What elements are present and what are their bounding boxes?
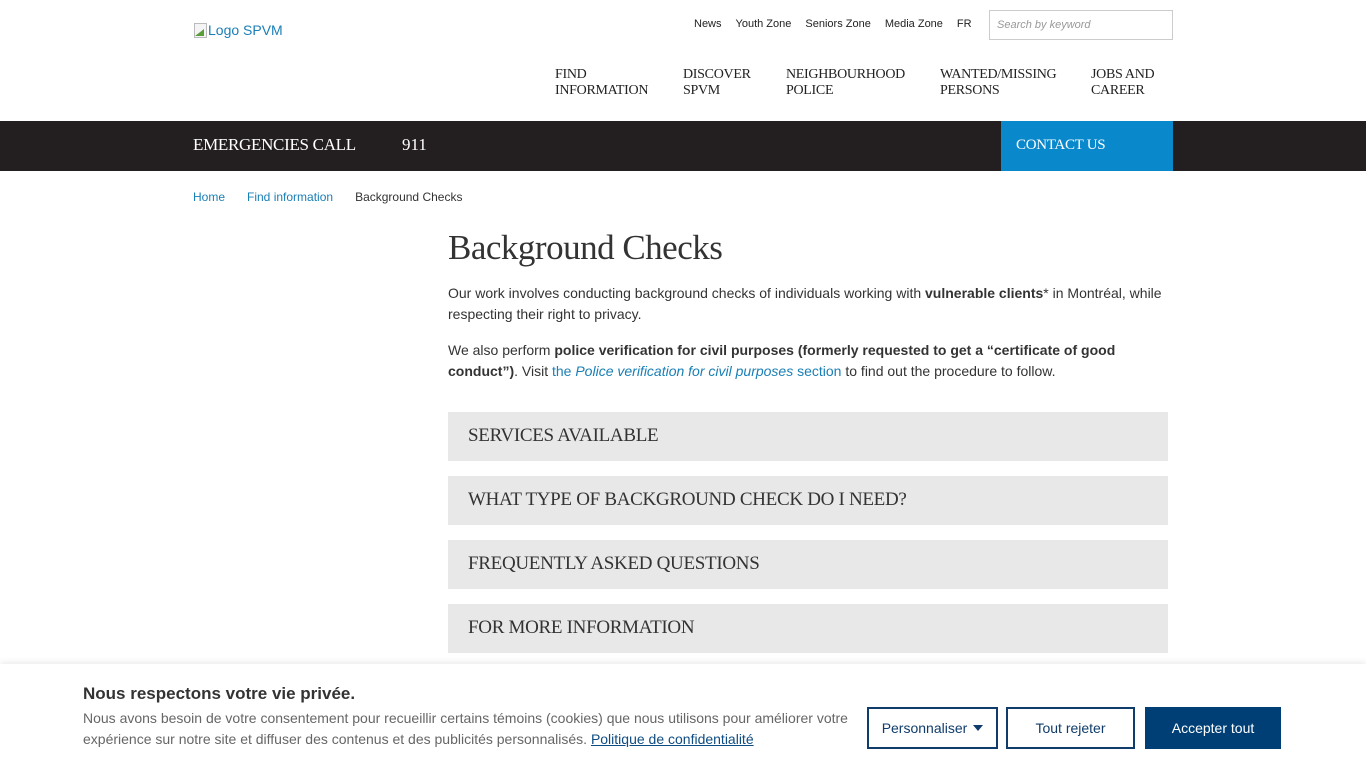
nav-neighbourhood-police[interactable]: NEIGHBOURHOOD POLICE <box>786 67 905 98</box>
main-content <box>448 226 1168 382</box>
reject-all-button[interactable]: Tout rejeter <box>1006 707 1135 749</box>
util-link-news[interactable]: News <box>694 18 722 30</box>
emergency-number: 911 <box>402 135 427 154</box>
utility-nav <box>694 18 986 30</box>
cookie-description: Nous avons besoin de votre consentement pour recueillir certains témoins (cookies) que nous utilisons pour améliorer votre expérience sur notre site et diffuser des contenus et des publicités personnalisés. Politique de confidentialité <box>83 710 848 747</box>
cookie-title: Nous respectons votre vie privée. <box>83 684 356 703</box>
util-link-media-zone[interactable]: Media Zone <box>884 18 943 30</box>
contact-us-button[interactable]: CONTACT US <box>1001 121 1173 171</box>
logo-alt-text: Logo SPVM <box>208 22 283 38</box>
logo-link[interactable] <box>193 22 283 38</box>
accordion-more-information[interactable]: FOR MORE INFORMATION <box>448 604 1168 653</box>
nav-find-information[interactable]: FIND INFORMATION <box>555 67 649 98</box>
util-link-youth-zone[interactable]: Youth Zone <box>735 18 792 30</box>
site-header <box>0 0 1366 121</box>
nav-discover-spvm[interactable]: DISCOVER SPVM <box>683 67 751 98</box>
breadcrumb-current: Background Checks <box>355 190 463 204</box>
util-link-seniors-zone[interactable]: Seniors Zone <box>805 18 871 30</box>
search-input[interactable] <box>989 10 1173 40</box>
emergency-label: EMERGENCIES CALL <box>193 135 356 154</box>
cookie-consent-banner <box>0 664 1366 768</box>
accordion-background-check-type[interactable]: WHAT TYPE OF BACKGROUND CHECK DO I NEED? <box>448 476 1168 525</box>
page-title: Background Checks <box>448 228 723 267</box>
nav-wanted-missing[interactable]: WANTED/MISSING PERSONS <box>940 67 1057 98</box>
broken-image-icon <box>193 22 207 38</box>
verification-paragraph: We also perform police verification for civil purposes (formerly requested to get a “certificate of good conduct”). Visit the Police verification for civil purposes section to find out the procedure to follow. <box>448 342 1116 379</box>
intro-paragraph: Our work involves conducting background checks of individuals working with vulnerable clients* in Montréal, while respecting their right to privacy. <box>448 285 1162 322</box>
customize-button[interactable]: Personnaliser <box>867 707 998 749</box>
accept-all-button[interactable]: Accepter tout <box>1145 707 1281 749</box>
language-toggle-fr[interactable]: FR <box>956 18 972 30</box>
accordion-faq[interactable]: FREQUENTLY ASKED QUESTIONS <box>448 540 1168 589</box>
accordion-services-available[interactable]: SERVICES AVAILABLE <box>448 412 1168 461</box>
privacy-policy-link[interactable]: Politique de confidentialité <box>590 731 754 747</box>
breadcrumb-home[interactable]: Home <box>193 190 226 204</box>
breadcrumb-find-information[interactable]: Find information <box>247 190 334 204</box>
police-verification-link[interactable]: the Police verification for civil purposes section <box>551 363 842 379</box>
caret-down-icon <box>973 725 983 731</box>
nav-jobs-career[interactable]: JOBS AND CAREER <box>1091 67 1155 98</box>
breadcrumb <box>193 190 462 204</box>
